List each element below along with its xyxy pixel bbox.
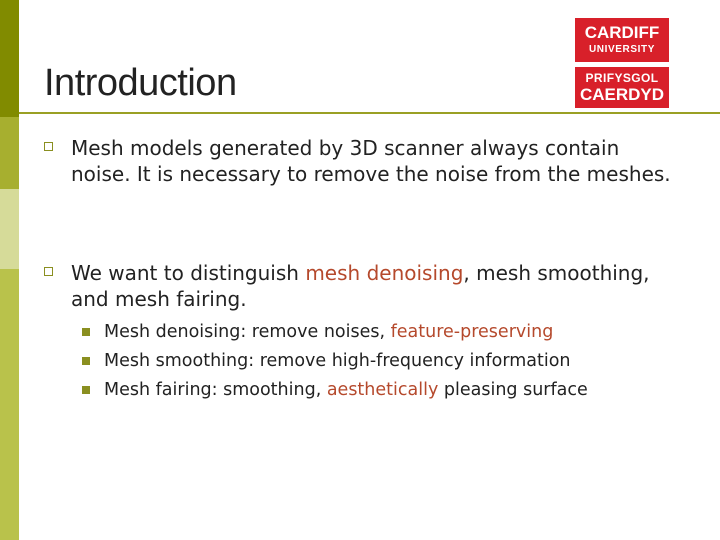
sub-bullet-item: [82, 349, 702, 378]
filled-square-bullet-icon: [82, 386, 90, 394]
hollow-square-bullet-icon: [44, 267, 53, 276]
title-divider: [19, 112, 720, 114]
sidebar-accent-bar: [0, 0, 19, 540]
bullet-text-after: , mesh smoothing, and mesh fairing.: [71, 261, 650, 311]
sub-bullet-before: Mesh smoothing: remove high-frequency information: [104, 351, 571, 371]
logo-line-1: CARDIFF: [584, 23, 660, 42]
logo-line-3: PRIFYSGOL: [585, 71, 659, 85]
sub-bullet-highlight: aesthetically: [326, 380, 439, 400]
sub-bullet-list: [82, 320, 702, 407]
logo-line-4: CAERDYD: [579, 85, 665, 104]
sidebar-band-top: [0, 0, 19, 117]
sub-bullet-before: Mesh fairing: smoothing,: [104, 380, 327, 400]
bullet-item-1: [44, 135, 684, 187]
university-logo: [575, 18, 669, 108]
sub-bullet-text: [104, 378, 588, 402]
sidebar-band-bottom: [0, 269, 19, 540]
sub-bullet-text: [104, 320, 553, 344]
bullet-text: [71, 260, 684, 312]
sub-bullet-highlight: feature-preserving: [390, 322, 554, 342]
filled-square-bullet-icon: [82, 357, 90, 365]
sub-bullet-before: Mesh denoising: remove noises,: [104, 322, 391, 342]
bullet-highlight: mesh denoising: [305, 261, 464, 285]
sub-bullet-after: pleasing surface: [438, 380, 588, 400]
hollow-square-bullet-icon: [44, 142, 53, 151]
sidebar-band-low: [0, 189, 19, 269]
logo-bottom-block: [575, 67, 669, 108]
sidebar-band-mid: [0, 117, 19, 189]
bullet-text: Mesh models generated by 3D scanner always contain noise. It is necessary to remove the noise from the meshes.: [71, 136, 671, 186]
sub-bullet-item: [82, 320, 702, 349]
slide-title: Introduction: [44, 62, 237, 104]
logo-line-2: UNIVERSITY: [588, 44, 655, 55]
bullet-item-2: [44, 260, 684, 312]
sub-bullet-text: [104, 349, 571, 373]
logo-top-block: [575, 18, 669, 62]
filled-square-bullet-icon: [82, 328, 90, 336]
bullet-text-before: We want to distinguish: [71, 261, 306, 285]
sub-bullet-item: [82, 378, 702, 407]
